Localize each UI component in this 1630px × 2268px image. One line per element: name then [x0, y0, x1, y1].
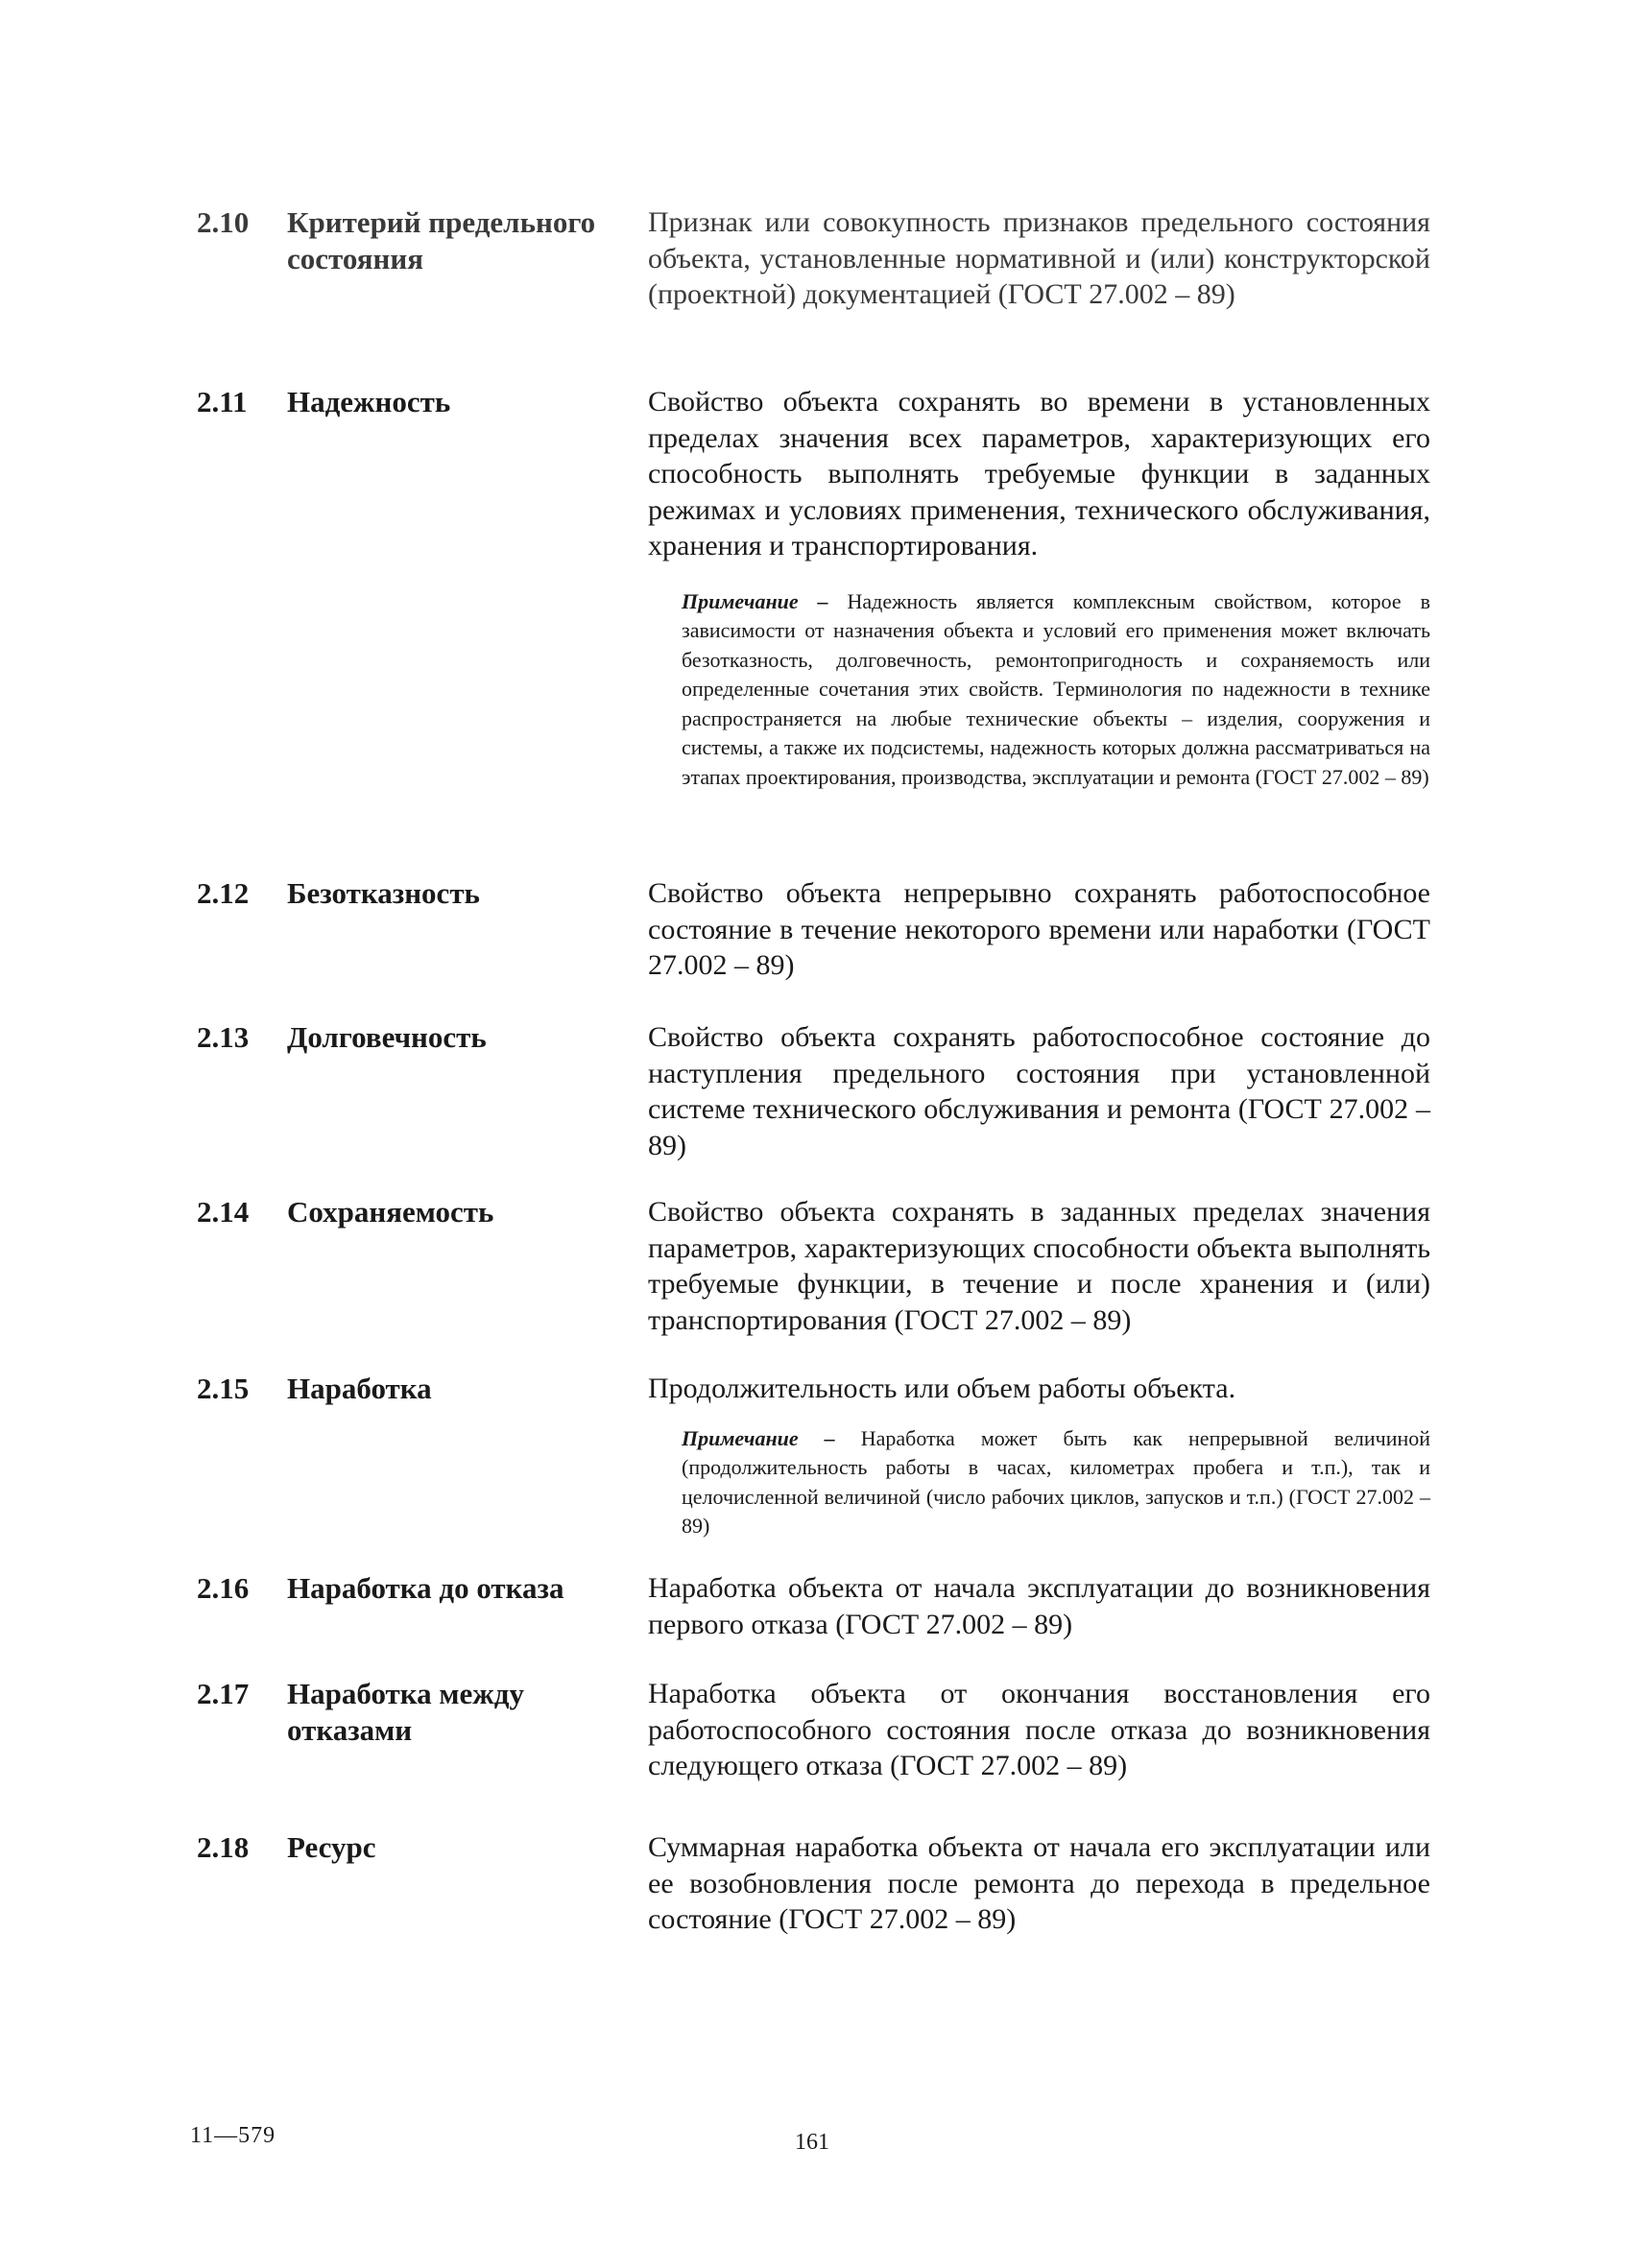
term-definition	[648, 1371, 1430, 1541]
definition-text: Продолжительность или объем работы объекта.	[648, 1373, 1236, 1404]
term-title: Наработка между отказами	[287, 1677, 524, 1747]
term-definition	[648, 1019, 1430, 1163]
term-definition	[648, 1570, 1430, 1642]
term-title: Долговечность	[287, 1020, 487, 1054]
term-number: 2.17	[197, 1677, 250, 1710]
term-note	[682, 1424, 1430, 1541]
footer-code: 11—579	[190, 2123, 276, 2148]
term-number: 2.10	[197, 205, 250, 239]
term-title: Наработка до отказа	[287, 1571, 564, 1605]
term-definition	[648, 384, 1430, 792]
term-definition	[648, 1829, 1430, 1938]
note-label: Примечание –	[682, 1425, 835, 1450]
term-definition	[648, 875, 1430, 984]
note-text: Наработка может быть как непрерывной величиной (продолжительность работы в часах, километрах пробега и т.п.), так и целочисленной величиной (число рабочих циклов, запусков и т.п.) (ГОСТ 27.002 – 89)	[682, 1425, 1431, 1538]
term-number: 2.16	[197, 1571, 250, 1605]
term-definition	[648, 204, 1430, 313]
term-title: Сохраняемость	[287, 1195, 494, 1229]
term-definition	[648, 1676, 1430, 1784]
term-number: 2.13	[197, 1020, 250, 1054]
definition-text: Свойство объекта сохранять в заданных пределах значения параметров, характеризующих способности объекта выполнять требуемые функции, в течение и после хранения и (или) транспортирования (ГОСТ 27.002 – 89)	[648, 1196, 1430, 1336]
term-definition	[648, 1194, 1430, 1338]
term-title: Надежность	[287, 385, 451, 418]
note-text: Надежность является комплексным свойством, которое в зависимости от назначения объекта и условий его применения может включать безотказность, долговечность, ремонтопригодность и сохраняемость или определенные сочетания этих свойств. Терминология по надежности в технике распространяется на любые технические объекты – изделия, сооружения и системы, а также их подсистемы, надежность которых должна рассматриваться на этапах проектирования, производства, эксплуатации и ремонта (ГОСТ 27.002 – 89)	[682, 588, 1430, 789]
definition-text: Свойство объекта сохранять во времени в установленных пределах значения всех параметров, характеризующих его способность выполнять требуемые функции в заданных режимах и условиях применения, технического обслуживания, хранения и транспортирования.	[648, 386, 1430, 561]
term-title: Наработка	[287, 1372, 432, 1405]
term-title: Безотказность	[287, 876, 480, 910]
term-number: 2.15	[197, 1372, 250, 1405]
definition-text: Наработка объекта от окончания восстановления его работоспособного состояния после отказа до возникновения следующего отказа (ГОСТ 27.002 – 89)	[648, 1678, 1430, 1781]
definition-text: Свойство объекта сохранять работоспособное состояние до наступления предельного состояния при установленной системе технического обслуживания и ремонта (ГОСТ 27.002 – 89)	[648, 1021, 1430, 1161]
note-label: Примечание –	[682, 588, 828, 613]
definition-text: Наработка объекта от начала эксплуатации до возникновения первого отказа (ГОСТ 27.002 – 89)	[648, 1572, 1430, 1640]
page-number: 161	[795, 2130, 829, 2155]
term-number: 2.12	[197, 876, 250, 910]
term-title: Ресурс	[287, 1830, 376, 1864]
term-number: 2.11	[197, 385, 248, 418]
definition-text: Признак или совокупность признаков предельного состояния объекта, установленные нормативной и (или) конструкторской (проектной) документацией (ГОСТ 27.002 – 89)	[648, 206, 1430, 310]
term-title: Критерий предельного состояния	[287, 205, 596, 275]
term-number: 2.14	[197, 1195, 250, 1229]
definition-text: Свойство объекта непрерывно сохранять работоспособное состояние в течение некоторого времени или наработки (ГОСТ 27.002 – 89)	[648, 877, 1430, 981]
definition-text: Суммарная наработка объекта от начала его эксплуатации или ее возобновления после ремонта до перехода в предельное состояние (ГОСТ 27.002 – 89)	[648, 1831, 1430, 1935]
term-note	[682, 587, 1430, 793]
term-number: 2.18	[197, 1830, 250, 1864]
